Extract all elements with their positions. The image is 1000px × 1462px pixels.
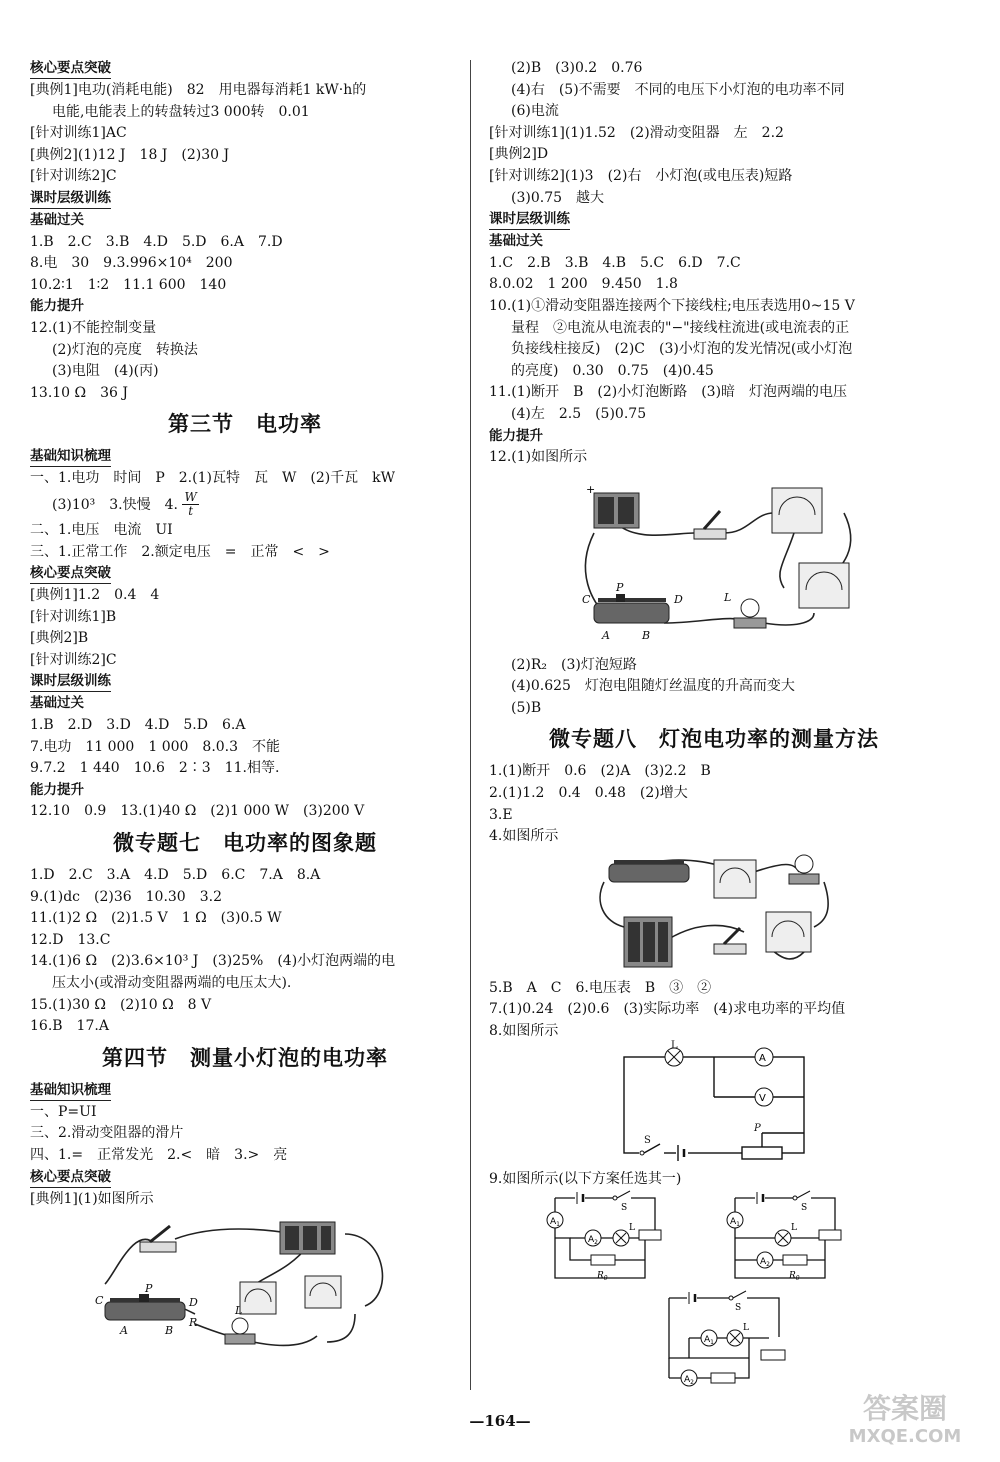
answer-line: 12.10 0.9 13.(1)40 Ω (2)1 000 W (3)200 V: [30, 803, 365, 820]
fraction: [182, 491, 198, 518]
slider-label: P: [754, 1122, 761, 1134]
ammeter-sub: 2: [594, 1239, 598, 1247]
answer-line: 11.(1)2 Ω (2)1.5 V 1 Ω (3)0.5 W: [30, 910, 282, 927]
answer-line: (6)电流: [511, 103, 559, 120]
answer-line: [针对训练2]C: [30, 168, 117, 185]
answer-line: 10.2∶1 1∶2 11.1 600 140: [30, 276, 227, 293]
answer-line: [典例2]D: [489, 146, 549, 163]
battery-symbol: [755, 1192, 765, 1204]
svg-text:R0: [596, 1271, 608, 1282]
terminal-label-d: D: [674, 592, 683, 606]
terminal-label-b: B: [642, 628, 651, 642]
switch-icon: [694, 511, 726, 539]
answer-line: 量程 ②电流从电流表的"−"接线柱流进(或电流表的正: [511, 319, 850, 336]
fraction-numerator: W: [184, 490, 197, 505]
answer-line: [典例2](1)12 J 18 J (2)30 J: [30, 146, 230, 163]
answer-line: 9.7.2 1 440 10.6 2∶3 11.相等.: [30, 760, 280, 777]
ammeter-label: A: [684, 1375, 691, 1386]
ammeter-a1-symbol: [547, 1212, 563, 1228]
bulb-label-l: L: [724, 590, 732, 604]
resistor-label: R: [597, 1271, 604, 1282]
voltmeter-icon: [240, 1282, 276, 1314]
answer-line: [典例1](1)如图所示: [30, 1190, 154, 1207]
ammeter-label: A: [730, 1217, 737, 1228]
answer-line: 一、1.电功 时间 P 2.(1)瓦特 瓦 W (2)千瓦 kW: [30, 470, 396, 487]
section-title: 第三节 电功率: [168, 411, 322, 437]
section-label: 核心要点突破: [30, 564, 111, 584]
answer-line: 四、1.= 正常发光 2.< 暗 3.> 亮: [30, 1146, 288, 1163]
answer-line: [针对训练1](1)1.52 (2)滑动变阻器 左 2.2: [489, 124, 784, 141]
ammeter-label: A: [550, 1217, 557, 1228]
answer-line: 压太小(或滑动变阻器两端的电压太大).: [52, 975, 292, 991]
ammeter-sub: 2: [690, 1379, 694, 1387]
watermark-logo: [815, 1392, 995, 1455]
answer-line: (5)B: [511, 699, 542, 716]
ammeter-label: A: [588, 1235, 595, 1246]
answer-line: 12.(1)不能控制变量: [30, 319, 157, 336]
answer-line: 1.D 2.C 3.A 4.D 5.D 6.C 7.A 8.A: [30, 867, 321, 884]
section-title: 微专题八 灯泡电功率的测量方法: [549, 726, 879, 752]
answer-line: [30, 490, 460, 520]
answer-line: 的亮度) 0.30 0.75 (4)0.45: [511, 362, 714, 379]
answer-line: 一、P=UI: [30, 1103, 97, 1120]
rheostat-icon: [105, 1294, 185, 1320]
sub-heading: 能力提升: [489, 427, 543, 444]
resistor-label: R: [789, 1271, 796, 1282]
switch-label: S: [644, 1134, 651, 1146]
right-column: [489, 58, 939, 1390]
answer-line: 14.(1)6 Ω (2)3.6×10³ J (3)25% (4)小灯泡两端的电: [30, 953, 396, 970]
voltmeter-symbol-label: V: [759, 1092, 766, 1104]
answer-line: 12.(1)如图所示: [489, 449, 588, 466]
answer-line: (4)0.625 灯泡电阻随灯丝温度的升高而变大: [511, 678, 795, 695]
left-column: [30, 58, 460, 1356]
answer-line: 三、2.滑动变阻器的滑片: [30, 1125, 184, 1142]
battery-icon: [586, 483, 639, 528]
bulb-icon: [789, 855, 819, 884]
bulb-icon: [734, 599, 766, 628]
section-label: 核心要点突破: [30, 1168, 111, 1188]
section-title: 微专题七 电功率的图象题: [113, 830, 377, 856]
watermark-line2: MXQE.COM: [848, 1426, 962, 1447]
ammeter-a2-symbol: [585, 1230, 601, 1246]
section-label: 课时层级训练: [30, 672, 111, 692]
answer-line: 负接线柱接反) (2)C (3)小灯泡的发光情况(或小灯泡: [511, 341, 853, 358]
rheostat-symbol: [819, 1230, 841, 1240]
watermark-line1: 答案圈: [862, 1392, 947, 1425]
answer-line: 1.B 2.C 3.B 4.D 5.D 6.A 7.D: [30, 233, 283, 250]
voltmeter-symbol: [755, 1088, 773, 1106]
ammeter-a2-symbol: [757, 1252, 773, 1268]
section-label: 基础知识梳理: [30, 447, 111, 467]
resistor-sub: 0: [603, 1275, 608, 1283]
column-divider: [470, 60, 471, 1390]
battery-symbol: [676, 1145, 688, 1161]
answer-line: 12.D 13.C: [30, 931, 111, 948]
answer-line: 3.E: [489, 806, 513, 823]
bulb-label-l: L: [235, 1304, 243, 1318]
svg-text:R0: [788, 1271, 800, 1282]
page-number: —164—: [469, 1412, 531, 1430]
bulb-icon: [225, 1318, 255, 1344]
lamp-label: L: [671, 1039, 678, 1051]
section-label: 基础知识梳理: [30, 1081, 111, 1101]
answer-line: (2)R₂ (3)灯泡短路: [511, 656, 637, 673]
answer-line: 8.0.02 1 200 9.450 1.8: [489, 276, 678, 293]
switch-symbol: [639, 1144, 664, 1158]
ammeter-label: A: [704, 1335, 711, 1346]
lamp-symbol: [727, 1323, 749, 1346]
battery-symbol: [575, 1192, 585, 1204]
battery-icon: [624, 917, 672, 967]
ammeter-a1-symbol: [701, 1330, 717, 1346]
ammeter-sub: 2: [766, 1261, 770, 1269]
sub-heading: 能力提升: [30, 298, 84, 315]
circuit-physical-figure-1: [95, 1214, 395, 1352]
answer-line: (2)B (3)0.2 0.76: [511, 60, 643, 76]
answer-line: (3)电阻 (4)(丙): [52, 363, 159, 380]
rheostat-symbol: [761, 1350, 785, 1360]
ammeter-icon: [772, 488, 822, 533]
lamp-label: L: [743, 1323, 749, 1334]
schematic-9-row: [489, 1190, 939, 1288]
answer-line: 13.10 Ω 36 J: [30, 384, 129, 401]
answer-line: 7.(1)0.24 (2)0.6 (3)实际功率 (4)求电功率的平均值: [489, 1001, 846, 1018]
answer-line: 8.如图所示: [489, 1023, 559, 1040]
terminal-label-c: C: [95, 1294, 104, 1308]
switch-icon: [714, 928, 746, 954]
terminal-label-r: R: [189, 1316, 198, 1330]
lamp-label: L: [629, 1223, 635, 1234]
battery-icon: [280, 1222, 335, 1254]
voltmeter-icon: [799, 563, 849, 608]
answer-line: [典例1]电功(消耗电能) 82 用电器每消耗1 kW·h的: [30, 82, 367, 98]
answer-line: 11.(1)断开 B (2)小灯泡断路 (3)暗 灯泡两端的电压: [489, 384, 848, 401]
ammeter-symbol: [755, 1048, 773, 1066]
ammeter-icon: [714, 860, 756, 898]
answer-line: 8.电 30 9.3.996×10⁴ 200: [30, 255, 233, 272]
answer-line: [针对训练1]B: [30, 608, 117, 625]
answer-line: (4)左 2.5 (5)0.75: [511, 405, 647, 422]
lamp-label: L: [791, 1223, 797, 1234]
resistor-sub: 0: [795, 1275, 800, 1283]
ammeter-label: A: [760, 1257, 767, 1268]
answer-line: [针对训练2](1)3 (2)右 小灯泡(或电压表)短路: [489, 167, 793, 184]
section-label: 课时层级训练: [30, 189, 111, 209]
lamp-symbol: [775, 1223, 797, 1246]
switch-label: S: [621, 1203, 628, 1214]
circuit-schematic-9a: [535, 1192, 665, 1286]
answer-line: [针对训练2]C: [30, 651, 117, 668]
answer-line: 9.(1)dc (2)36 10.30 3.2: [30, 888, 222, 905]
voltmeter-icon: [766, 912, 811, 952]
ammeter-sub: 1: [736, 1221, 740, 1229]
switch-label: S: [735, 1303, 742, 1314]
answer-line: [针对训练1]AC: [30, 125, 127, 142]
answer-line: 16.B 17.A: [30, 1018, 109, 1035]
circuit-schematic-8: [614, 1039, 814, 1165]
terminal-label-b: B: [165, 1324, 174, 1338]
answer-line: 5.B A C 6.电压表 B ③ ②: [489, 979, 712, 996]
ammeter-a1-symbol: [727, 1212, 743, 1228]
answer-line: 二、1.电压 电流 UI: [30, 521, 173, 538]
answer-line: 7.电功 11 000 1 000 8.0.3 不能: [30, 738, 281, 755]
circuit-physical-figure-3: [594, 852, 834, 974]
rheostat-icon: [594, 594, 669, 623]
answer-line: 三、1.正常工作 2.额定电压 = 正常 < >: [30, 543, 330, 560]
rheostat-symbol: [742, 1133, 804, 1159]
sub-heading: 基础过关: [30, 695, 84, 712]
sub-heading: 基础过关: [30, 211, 84, 228]
answer-line: 电能,电能表上的转盘转过3 000转 0.01: [52, 103, 310, 120]
answer-line: [典例1]1.2 0.4 4: [30, 587, 160, 604]
terminal-label-c: C: [582, 592, 591, 606]
terminal-label-a: A: [602, 628, 610, 642]
switch-symbol: [613, 1191, 631, 1213]
resistor-r0-symbol: [711, 1373, 735, 1383]
sub-heading: 基础过关: [489, 233, 543, 250]
answer-line: (3)0.75 越大: [511, 189, 605, 206]
section-label: 课时层级训练: [489, 210, 570, 230]
sub-heading: 能力提升: [30, 781, 84, 798]
answer-line: 1.C 2.B 3.B 4.B 5.C 6.D 7.C: [489, 254, 741, 271]
answer-line: [典例2]B: [30, 630, 89, 647]
terminal-label-d: D: [189, 1296, 198, 1310]
terminal-label-a: A: [120, 1324, 128, 1338]
ammeter-sub: 1: [556, 1221, 560, 1229]
answer-text: (3)10³ 3.快慢 4.: [52, 496, 178, 513]
switch-symbol: [793, 1191, 811, 1213]
lamp-symbol: [613, 1223, 635, 1246]
section-title: 第四节 测量小灯泡的电功率: [102, 1044, 388, 1070]
answer-line: 15.(1)30 Ω (2)10 Ω 8 V: [30, 996, 212, 1013]
circuit-physical-figure-2: [574, 473, 854, 651]
answer-line: 4.如图所示: [489, 828, 559, 845]
ammeter-a2-symbol: [681, 1370, 697, 1386]
ammeter-sub: 1: [710, 1339, 714, 1347]
answer-line: 1.B 2.D 3.D 4.D 5.D 6.A: [30, 717, 246, 734]
answer-line: 9.如图所示(以下方案任选其一): [489, 1170, 682, 1187]
rheostat-symbol: [639, 1230, 661, 1240]
fraction-denominator: t: [188, 504, 194, 519]
plus-sign: +: [586, 482, 596, 496]
switch-symbol: [729, 1291, 747, 1313]
answer-line: 10.(1)①滑动变阻器连接两个下接线柱;电压表选用0~15 V: [489, 297, 855, 314]
answer-line: 2.(1)1.2 0.4 0.48 (2)增大: [489, 785, 688, 802]
terminal-label-p: P: [616, 580, 624, 594]
section-label: 核心要点突破: [30, 59, 111, 79]
terminal-label-p: P: [145, 1282, 153, 1296]
circuit-schematic-9b: [715, 1192, 845, 1286]
ammeter-icon: [305, 1276, 341, 1308]
answer-line: (2)灯泡的亮度 转换法: [52, 341, 198, 358]
switch-label: S: [801, 1203, 808, 1214]
circuit-schematic-9c: [639, 1292, 789, 1386]
answer-line: (4)右 (5)不需要 不同的电压下小灯泡的电功率不同: [511, 81, 845, 98]
answer-line: 1.(1)断开 0.6 (2)A (3)2.2 B: [489, 763, 711, 780]
battery-symbol: [687, 1292, 697, 1304]
ammeter-symbol-label: A: [759, 1052, 766, 1064]
rheostat-icon: [609, 860, 689, 882]
